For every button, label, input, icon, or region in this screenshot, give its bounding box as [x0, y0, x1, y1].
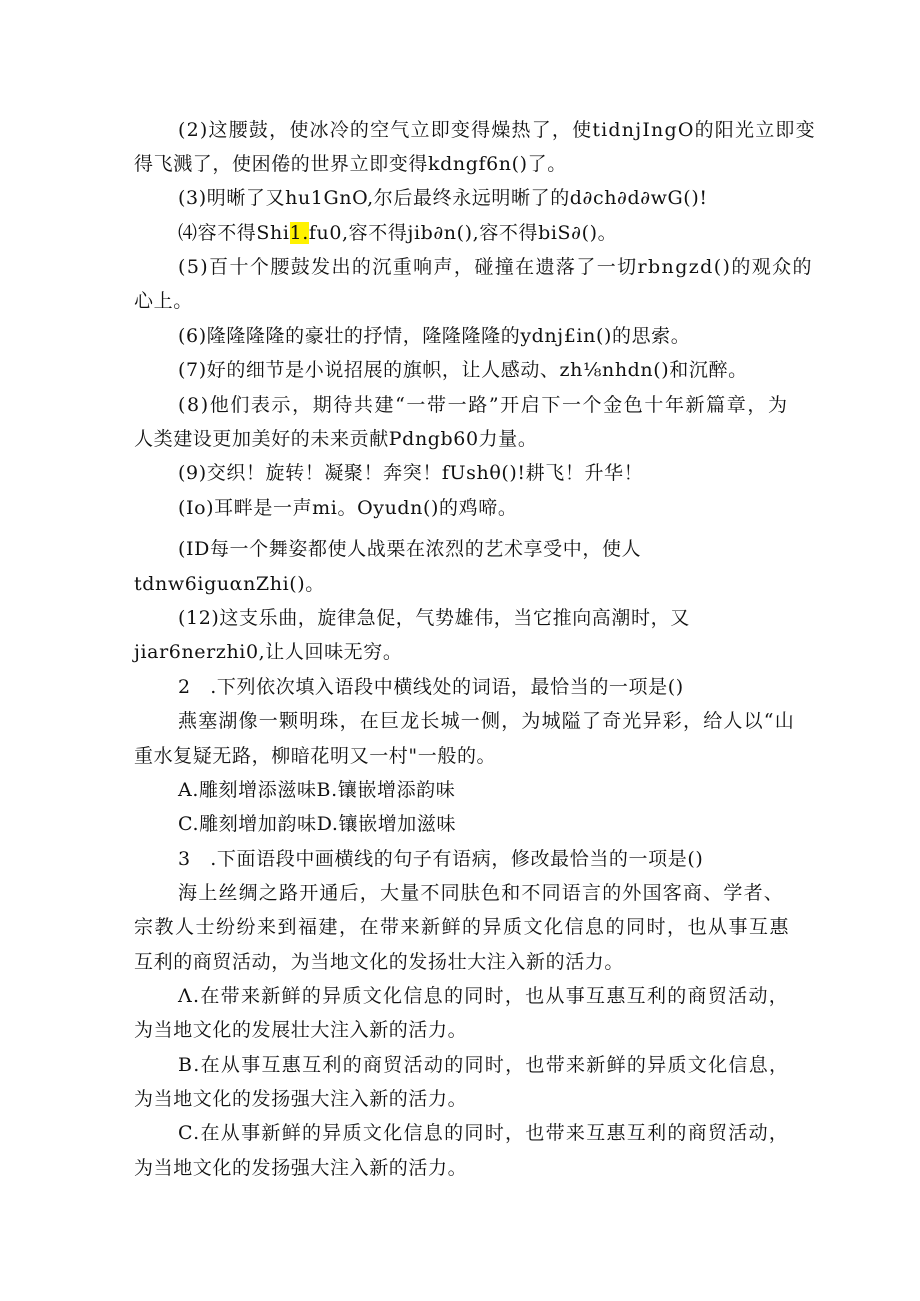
passage-3-line-2: 宗教人士纷纷来到福建，在带来新鲜的异质文化信息的同时，也从事互惠 [134, 916, 791, 938]
text-line-7: (6)隆隆隆隆的豪壮的抒情，隆隆隆隆的ydnj£in()的思索。 [178, 325, 691, 347]
text-line-4 [178, 221, 617, 245]
text-line-1: (2)这腰鼓，使冰冷的空气立即变得燥热了，使tidnjIngO的阳光立即变 [178, 119, 816, 141]
option-c-d: C.雕刻增加韵味D.镶嵌增加滋味 [178, 813, 457, 835]
passage-3-line-3: 互利的商贸活动，为当地文化的发扬壮大注入新的活力。 [134, 951, 625, 973]
text-line-6: 心上。 [134, 290, 193, 312]
text-line-5: (5)百十个腰鼓发出的沉重响声，碰撞在遗落了一切rbngzd()的观众的 [178, 256, 813, 278]
option-c-cont: 为当地文化的发扬强大注入新的活力。 [134, 1157, 468, 1179]
question-2: 2 .下列依次填入语段中横线处的词语，最恰当的一项是() [178, 676, 684, 698]
text-line-4-start: ⑷容不得Shi [178, 222, 290, 244]
text-line-9: (8)他们表示，期待共建“一带一路”开启下一个金色十年新篇章，为 [178, 394, 789, 416]
text-line-10: 人类建设更加美好的未来贡献Pdngb60力量。 [134, 428, 538, 450]
text-line-14: tdnw6iguαnZhi()。 [134, 573, 325, 595]
passage-line-2: 重水复疑无路，柳暗花明又一村"一般的。 [134, 745, 497, 767]
option-a-cont: 为当地文化的发展壮大注入新的活力。 [134, 1019, 468, 1041]
text-line-8: (7)好的细节是小说招展的旗帜，让人感动、zh⅛nhdn()和沉醉。 [178, 359, 748, 381]
text-line-12: (Io)耳畔是一声mi。Oyudn()的鸡啼。 [178, 497, 518, 519]
question-3: 3 .下面语段中画横线的句子有语病，修改最恰当的一项是() [178, 848, 704, 870]
text-line-16: jiar6nerzhi0,让人回味无穷。 [134, 641, 403, 663]
highlighted-text: 1. [289, 222, 309, 244]
option-b-cont: 为当地文化的发扬强大注入新的活力。 [134, 1088, 468, 1110]
passage-line-1: 燕塞湖像一颗明珠，在巨龙长城一侧，为城隘了奇光异彩，给人以“山 [178, 710, 795, 732]
text-line-13: (ID每一个舞姿都使人战栗在浓烈的艺术享受中，使人 [178, 538, 642, 560]
passage-3-line-1: 海上丝绸之路开通后，大量不同肤色和不同语言的外国客商、学者、 [178, 882, 785, 904]
text-line-3: (3)明晰了又hu1GnO,尔后最终永远明晰了的d∂ch∂d∂wG()! [178, 187, 708, 209]
text-line-2: 得飞溅了，使困倦的世界立即变得kdngf6n()了。 [134, 153, 567, 175]
option-b: B.在从事互惠互利的商贸活动的同时，也带来新鲜的异质文化信息， [178, 1054, 790, 1076]
option-a-b: A.雕刻增添滋味B.镶嵌增添韵味 [178, 779, 456, 801]
text-line-4-end: fu0,容不得jib∂n(),容不得biS∂()。 [308, 222, 618, 244]
text-line-15: (12)这支乐曲，旋律急促，气势雄伟，当它推向高潮时，又 [178, 607, 690, 629]
option-a: Λ.在带来新鲜的异质文化信息的同时，也从事互惠互利的商贸活动， [178, 985, 790, 1007]
option-c: C.在从事新鲜的异质文化信息的同时，也带来互惠互利的商贸活动， [178, 1122, 790, 1144]
text-line-11: (9)交织！旋转！凝聚！奔突！fUshθ()!耕飞！升华！ [178, 462, 644, 484]
